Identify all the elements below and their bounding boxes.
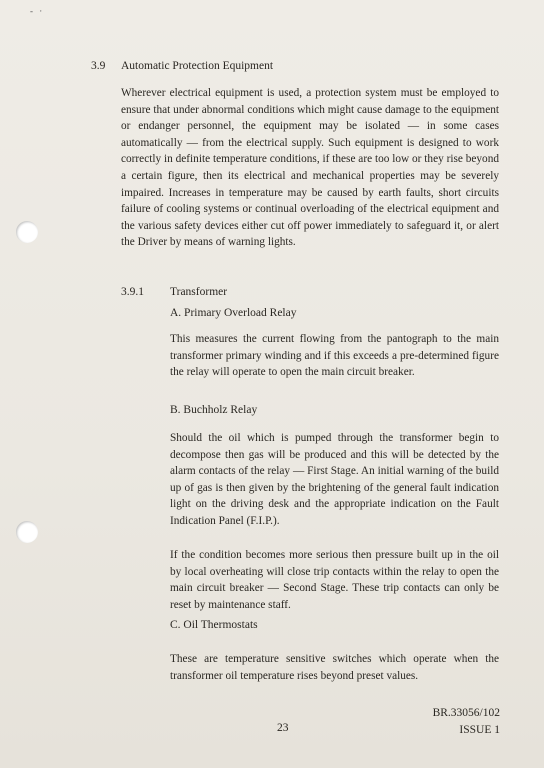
punch-hole-lower	[16, 521, 38, 543]
issue-label: ISSUE 1	[459, 724, 500, 736]
item-paragraph-buchholz-first-stage: Should the oil which is pumped through the transformer begin to decompose then gas will be produced and this will be detected by the alarm contacts of the relay — First Stage. An initial warning of the build up of gas is then given by the brightening of the general fault indication light on the driving desk and the appropriate indication on the Fault Indication Panel (F.I.P.).	[170, 432, 499, 527]
reference-code: BR.33056/102	[432, 707, 500, 719]
corner-mark: - ·	[30, 6, 45, 16]
item-heading-oil-thermostats: C. Oil Thermostats	[170, 619, 258, 631]
document-reference	[433, 705, 500, 739]
subsection-title: Transformer	[170, 286, 228, 298]
item-paragraph-buchholz-second-stage: If the condition becomes more serious then pressure built up in the oil by local overheating will close trip contacts within the relay to open the main circuit breaker — Second Stage. These trip contacts can only be reset by maintenance staff.	[170, 549, 499, 611]
item-paragraph-primary-overload-relay: This measures the current flowing from the pantograph to the main transformer primary winding and if this exceeds a pre-determined figure the relay will operate to open the main circuit breaker.	[170, 333, 499, 379]
page-number: 23	[277, 722, 289, 734]
subsection-number: 3.9.1	[121, 286, 144, 298]
item-paragraph-oil-thermostats: These are temperature sensitive switches which operate when the transformer oil temperature rises beyond preset values.	[170, 653, 499, 682]
section-title: Automatic Protection Equipment	[121, 60, 274, 72]
punch-hole-upper	[16, 221, 38, 243]
section-number: 3.9	[91, 60, 106, 72]
section-intro-paragraph: Wherever electrical equipment is used, a protection system must be employed to ensure that under abnormal conditions which might cause damage to the equipment or endanger personnel, the equipment may be isolated — in some cases automatically — from the electrical supply. Such equipment is designed to work correctly in definite temperature conditions, if these are too low or they rise beyond a certain figure, then its electrical and mechanical properties may be severely impaired. Increases in temperature may be caused by earth faults, short circuits failure of cooling systems or continual overloading of the electrical equipment and the various safety devices either cut off power immediately to safeguard it, or alert the Driver by means of warning lights.	[121, 87, 499, 249]
item-heading-primary-overload-relay: A. Primary Overload Relay	[170, 307, 297, 319]
item-heading-buchholz-relay: B. Buchholz Relay	[170, 404, 258, 416]
